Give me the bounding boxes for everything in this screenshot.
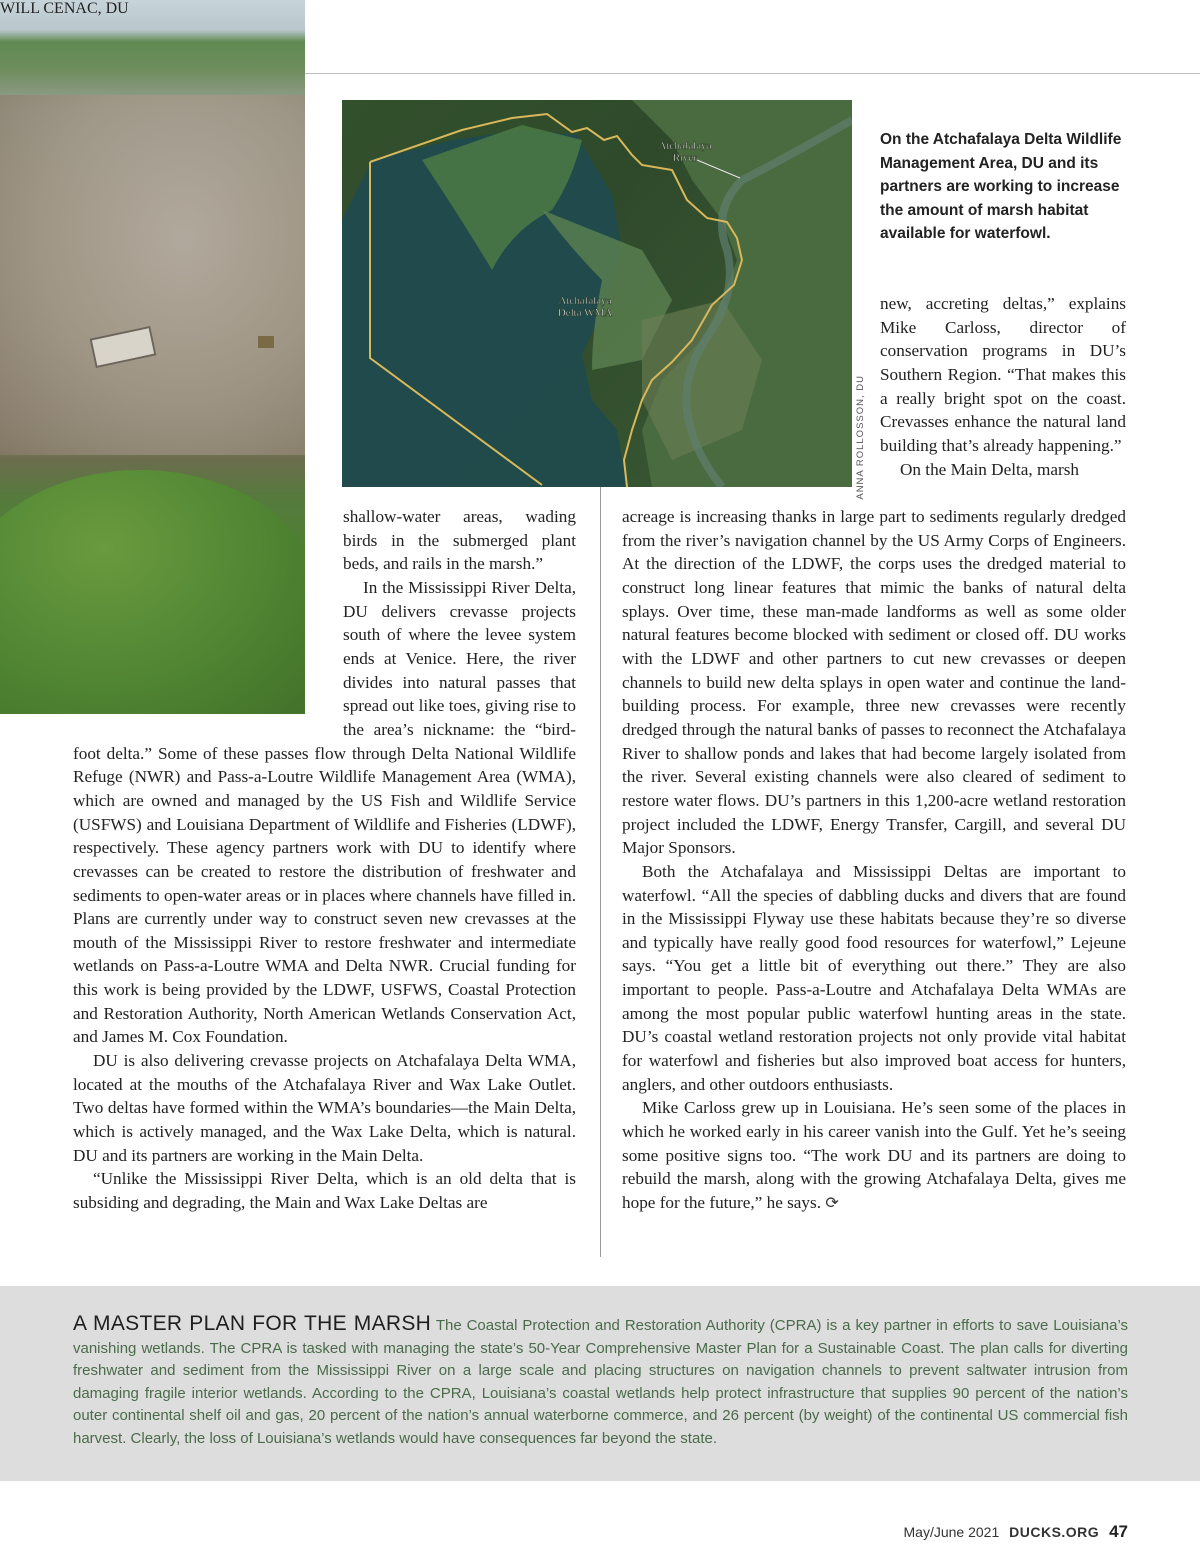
paragraph: Both the Atchafalaya and Mississippi Deltas are important to waterfowl. “All the species of dabbling ducks and divers that are found in the Mississippi Flyway use these habitats because they’re so diverse and typically have really good food resources for waterfowl,” Lejeune says. “You get a little bit of everything out there.” They are also important to people. Pass-a-Loutre and Atchafalaya Delta WMAs are among the most popular public waterfowl hunting areas in the state. DU’s coastal wetland restoration projects not only provide vital habitat for waterfowl and fisheries but also improved boat access for hunters, anglers, and other outdoors enthusiasts. (622, 861, 1126, 1094)
paragraph-final (622, 1096, 1126, 1214)
map-graphic (342, 100, 852, 487)
sidebar-box (0, 1286, 1200, 1481)
paragraph: DU is also delivering crevasse projects on Atchafalaya Delta WMA, located at the mouths of the Atchafalaya River and Wax Lake Outlet. Two deltas have formed within the WMA’s boundaries—the Main Delta, which is actively managed, and the Wax Lake Delta, which is natural. DU and its partners are working in the Main Delta. (73, 1051, 576, 1165)
paragraph: In the Mississippi River Delta, DU delivers crevasse projects south of where the levee system ends at Venice. Here, the river divides into natural passes that spread out like toes, giving rise to the area’s nickname: the “bird-foot delta.” Some of these passes flow through Delta National Wildlife Refuge (NWR) and Pass-a-Loutre Wildlife Management Area (WMA), which are owned and managed by the US Fish and Wildlife Service (USFWS) and Louisiana Department of Wildlife and Fisheries (LDWF), respectively. These agency partners work with DU to identify where crevasses can be created to restore the distribution of freshwater and sediments to open-water areas or in places where channels have filled in. Plans are currently under way to construct seven new crevasses at the mouth of the Mississippi River to restore freshwater and intermediate wetlands on Pass-a-Loutre WMA and Delta NWR. Crucial funding for this work is being provided by the LDWF, USFWS, Coastal Protection and Restoration Authority, North American Wetlands Conservation Act, and James M. Cox Foundation. (73, 577, 576, 1047)
paragraph-final-text: Mike Carloss grew up in Louisiana. He’s seen some of the places in which he worked early in his career vanish into the Gulf. Yet he’s seeing some positive signs too. “The work DU and its partners are doing to rebuild the marsh, along with the growing Atchafalaya Delta, gives me hope for the future,” he says. (622, 1098, 1126, 1213)
aerial-photo-credit: WILL CENAC, DU (0, 0, 129, 17)
column-divider (600, 487, 601, 1257)
delta-map (342, 100, 852, 487)
page-number: 47 (1109, 1522, 1128, 1541)
map-label-river-1: Atchafalaya (658, 140, 712, 152)
excavator (258, 336, 274, 348)
map-caption: On the Atchafalaya Delta Wildlife Management Area, DU and its partners are working to increase the amount of marsh habitat available for waterfowl. (880, 131, 1122, 242)
paragraph: new, accreting deltas,” explains Mike Carloss, director of conservation programs in DU’s Southern Region. “That makes this a really bright spot on the coast. Crevasses enhance the natural land building that’s already happening.” (880, 294, 1126, 455)
article-column-a (73, 505, 576, 1215)
paragraph: “Unlike the Mississippi River Delta, which is an old delta that is subsiding and degrading, the Main and Wax Lake Deltas are (73, 1169, 576, 1213)
map-label-wma-1: Atchafalaya (558, 295, 612, 307)
map-label-wma-2: Delta WMA (557, 307, 613, 319)
page-footer (904, 1522, 1129, 1542)
shallow-water (0, 95, 305, 455)
paragraph: shallow-water areas, wading birds in the submerged plant beds, and rails in the marsh.” (343, 507, 576, 574)
top-rule (305, 73, 1200, 74)
paragraph: acreage is increasing thanks in large part to sediments regularly dredged from the river’s navigation channel by the US Army Corps of Engineers. At the direction of the LDWF, the corps uses the dredged material to construct long linear features that mimic the banks of natural delta splays. Over time, these man-made landforms as well as some older natural features become blocked with sediment or closed off. DU works with the LDWF and other partners to cut new crevasses or deepen channels to build new delta splays in open water and continue the land-building process. For example, three new crevasses were recently dredged through the natural banks of passes to reconnect the Atchafalaya River to shallow ponds and lakes that had become largely isolated from the river. Several existing channels were also cleared of sediment to restore water flows. DU’s partners in this 1,200-acre wetland restoration project included the LDWF, Energy Transfer, Cargill, and several DU Major Sponsors. (622, 507, 1126, 858)
site-name: DUCKS.ORG (1009, 1524, 1100, 1540)
article-column-c (880, 292, 1126, 481)
paragraph: On the Main Delta, marsh (900, 459, 1079, 479)
sidebar-heading: A MASTER PLAN FOR THE MARSH (73, 1312, 432, 1335)
duck-icon: ⟳ (825, 1193, 839, 1213)
issue-date: May/June 2021 (903, 1524, 1000, 1540)
article-column-b (622, 505, 1126, 1215)
map-label-river-2: River (672, 152, 698, 164)
sidebar-body: The Coastal Protection and Restoration Authority (CPRA) is a key partner in efforts to save Louisiana’s vanishing wetlands. The CPRA is tasked with managing the state’s 50-Year Comprehensive Master Plan for a Sustainable Coast. The plan calls for diverting freshwater and sediment from the Mississippi River on a large scale and placing structures on navigation channels to prevent saltwater intrusion from damaging fragile interior wetlands. According to the CPRA, Louisiana’s coastal wetlands help protect infrastructure that supplies 90 percent of the nation’s outer continental shelf oil and gas, 20 percent of the nation’s annual waterborne commerce, and 26 percent (by weight) of the continental US commercial fish harvest. Clearly, the loss of Louisiana’s wetlands would have consequences far beyond the state. (73, 1317, 1128, 1447)
sidebar-text (73, 1313, 1128, 1450)
photo-wrap-spacer (73, 505, 343, 741)
map-photo-credit: ANNA ROLLOSSON, DU (855, 375, 866, 500)
